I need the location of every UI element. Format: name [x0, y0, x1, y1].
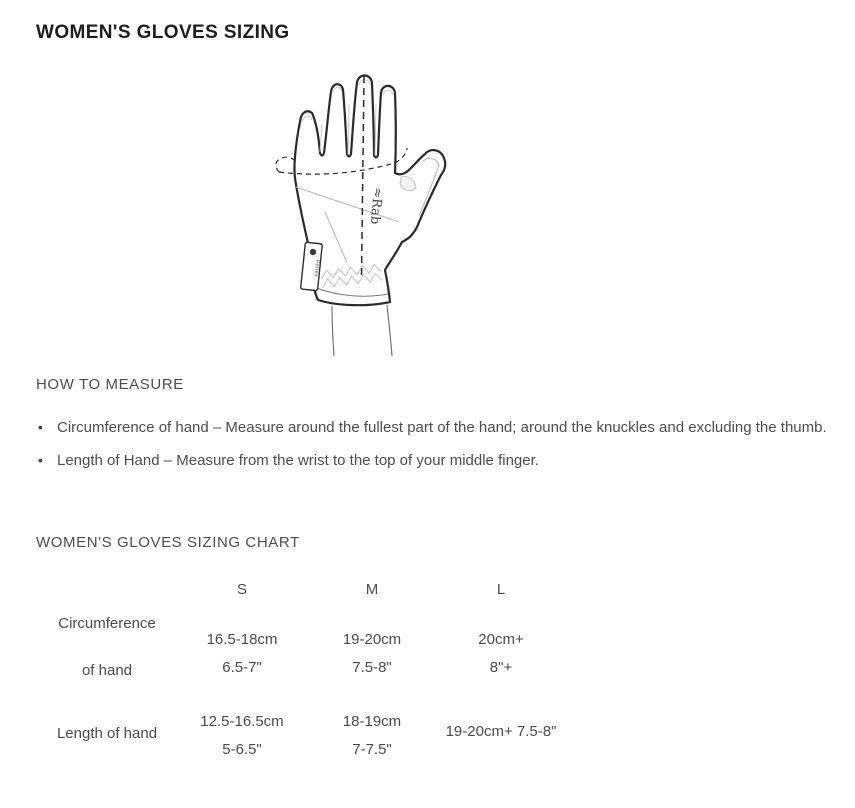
cell-length-m: [302, 706, 442, 784]
cell-circumference-s: [182, 602, 302, 706]
measure-instructions-list: [36, 413, 836, 479]
value-in: 6.5-7": [222, 659, 262, 676]
pertex-tag-label: Pertex: [312, 259, 321, 278]
row-label-line1: Circumference: [58, 615, 156, 632]
measure-bullet-text: Circumference of hand – Measure around the fullest part of the hand; around the knuckles and excluding the thumb.: [57, 419, 827, 436]
row-label-circumference: [32, 600, 182, 704]
cell-length-s: [182, 706, 302, 784]
size-chart-table: [32, 578, 560, 784]
measure-bullet-length: [36, 446, 835, 475]
how-to-measure-heading: HOW TO MEASURE: [36, 376, 184, 393]
value-cm: 16.5-18cm: [206, 631, 278, 648]
value-in: 7.5-8": [352, 659, 392, 676]
value-in: 7-7.5": [352, 741, 392, 758]
bullet-icon: •: [38, 452, 43, 468]
size-col-header-m: M: [365, 581, 379, 598]
value-cm: 18-19cm: [342, 713, 402, 730]
cell-circumference-m: [302, 602, 442, 706]
row-label-line2: of hand: [81, 662, 133, 679]
glove-drawing-svg: [273, 56, 468, 366]
measure-bullet-circumference: [36, 413, 835, 442]
rab-logo: ≈Rab: [366, 186, 385, 225]
value-cm: 20cm+: [478, 631, 524, 648]
size-col-header-l: L: [496, 581, 506, 598]
glove-illustration: [273, 56, 468, 366]
value-cm: 12.5-16.5cm: [200, 713, 284, 730]
wrist-lines: [332, 305, 392, 356]
size-col-header-s: S: [236, 581, 247, 598]
cell-circumference-l: [442, 602, 560, 706]
size-col-header-empty: [32, 578, 182, 602]
value-cm: 19-20cm: [342, 631, 402, 648]
value-in: 5-6.5": [222, 741, 262, 758]
row-label-length: Length of hand: [56, 725, 158, 742]
page-title: WOMEN'S GLOVES SIZING: [36, 22, 290, 43]
cell-length-l: 19-20cm+ 7.5-8": [445, 723, 557, 740]
sizing-chart-heading: WOMEN'S GLOVES SIZING CHART: [36, 534, 300, 551]
measure-bullet-text: Length of Hand – Measure from the wrist to the top of your middle finger.: [57, 452, 539, 469]
bullet-icon: •: [38, 419, 43, 435]
value-in: 8"+: [489, 659, 513, 676]
